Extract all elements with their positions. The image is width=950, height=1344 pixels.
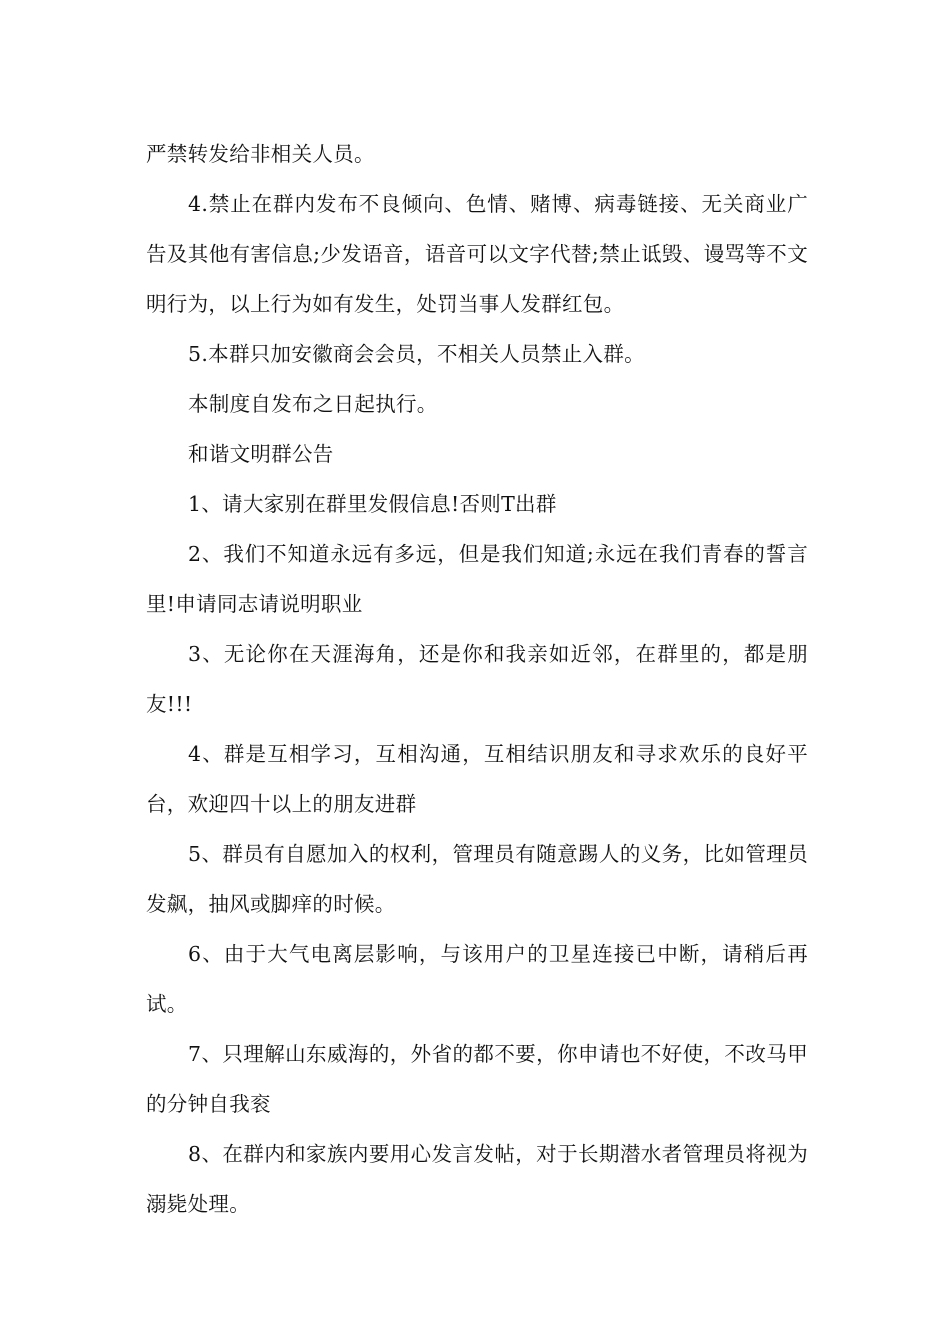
paragraph-effective-date: 本制度自发布之日起执行。 [188, 392, 438, 416]
paragraph-notice-5: 5、群员有自愿加入的权利，管理员有随意踢人的义务，比如管理员发飙，抽风或脚痒的时候。 [146, 842, 808, 916]
paragraph-rule-4: 4.禁止在群内发布不良倾向、色情、赌博、病毒链接、无关商业广告及其他有害信息;少发语音，语音可以文字代替;禁止诋毁、谩骂等不文明行为，以上行为如有发生，处罚当事人发群红包。 [146, 192, 808, 316]
paragraph-notice-6: 6、由于大气电离层影响，与该用户的卫星连接已中断，请稍后再试。 [146, 942, 808, 1016]
paragraph-notice-7: 7、只理解山东威海的，外省的都不要，你申请也不好使，不改马甲的分钟自我衮 [146, 1042, 808, 1116]
paragraph-notice-8: 8、在群内和家族内要用心发言发帖，对于长期潜水者管理员将视为溺毙处理。 [146, 1142, 808, 1216]
paragraph-rule-5: 5.本群只加安徽商会会员，不相关人员禁止入群。 [188, 342, 645, 366]
section-heading: 和谐文明群公告 [188, 442, 334, 466]
paragraph-continuation: 严禁转发给非相关人员。 [146, 142, 375, 166]
paragraph-notice-4: 4、群是互相学习，互相沟通，互相结识朋友和寻求欢乐的良好平台，欢迎四十以上的朋友进群 [146, 742, 808, 816]
document-body [146, 129, 808, 1229]
paragraph-notice-2: 2、我们不知道永远有多远，但是我们知道;永远在我们青春的誓言里!申请同志请说明职业 [146, 542, 808, 616]
paragraph-notice-3: 3、无论你在天涯海角，还是你和我亲如近邻，在群里的，都是朋友!!! [146, 642, 808, 716]
paragraph-notice-1: 1、请大家别在群里发假信息!否则T出群 [188, 492, 557, 516]
